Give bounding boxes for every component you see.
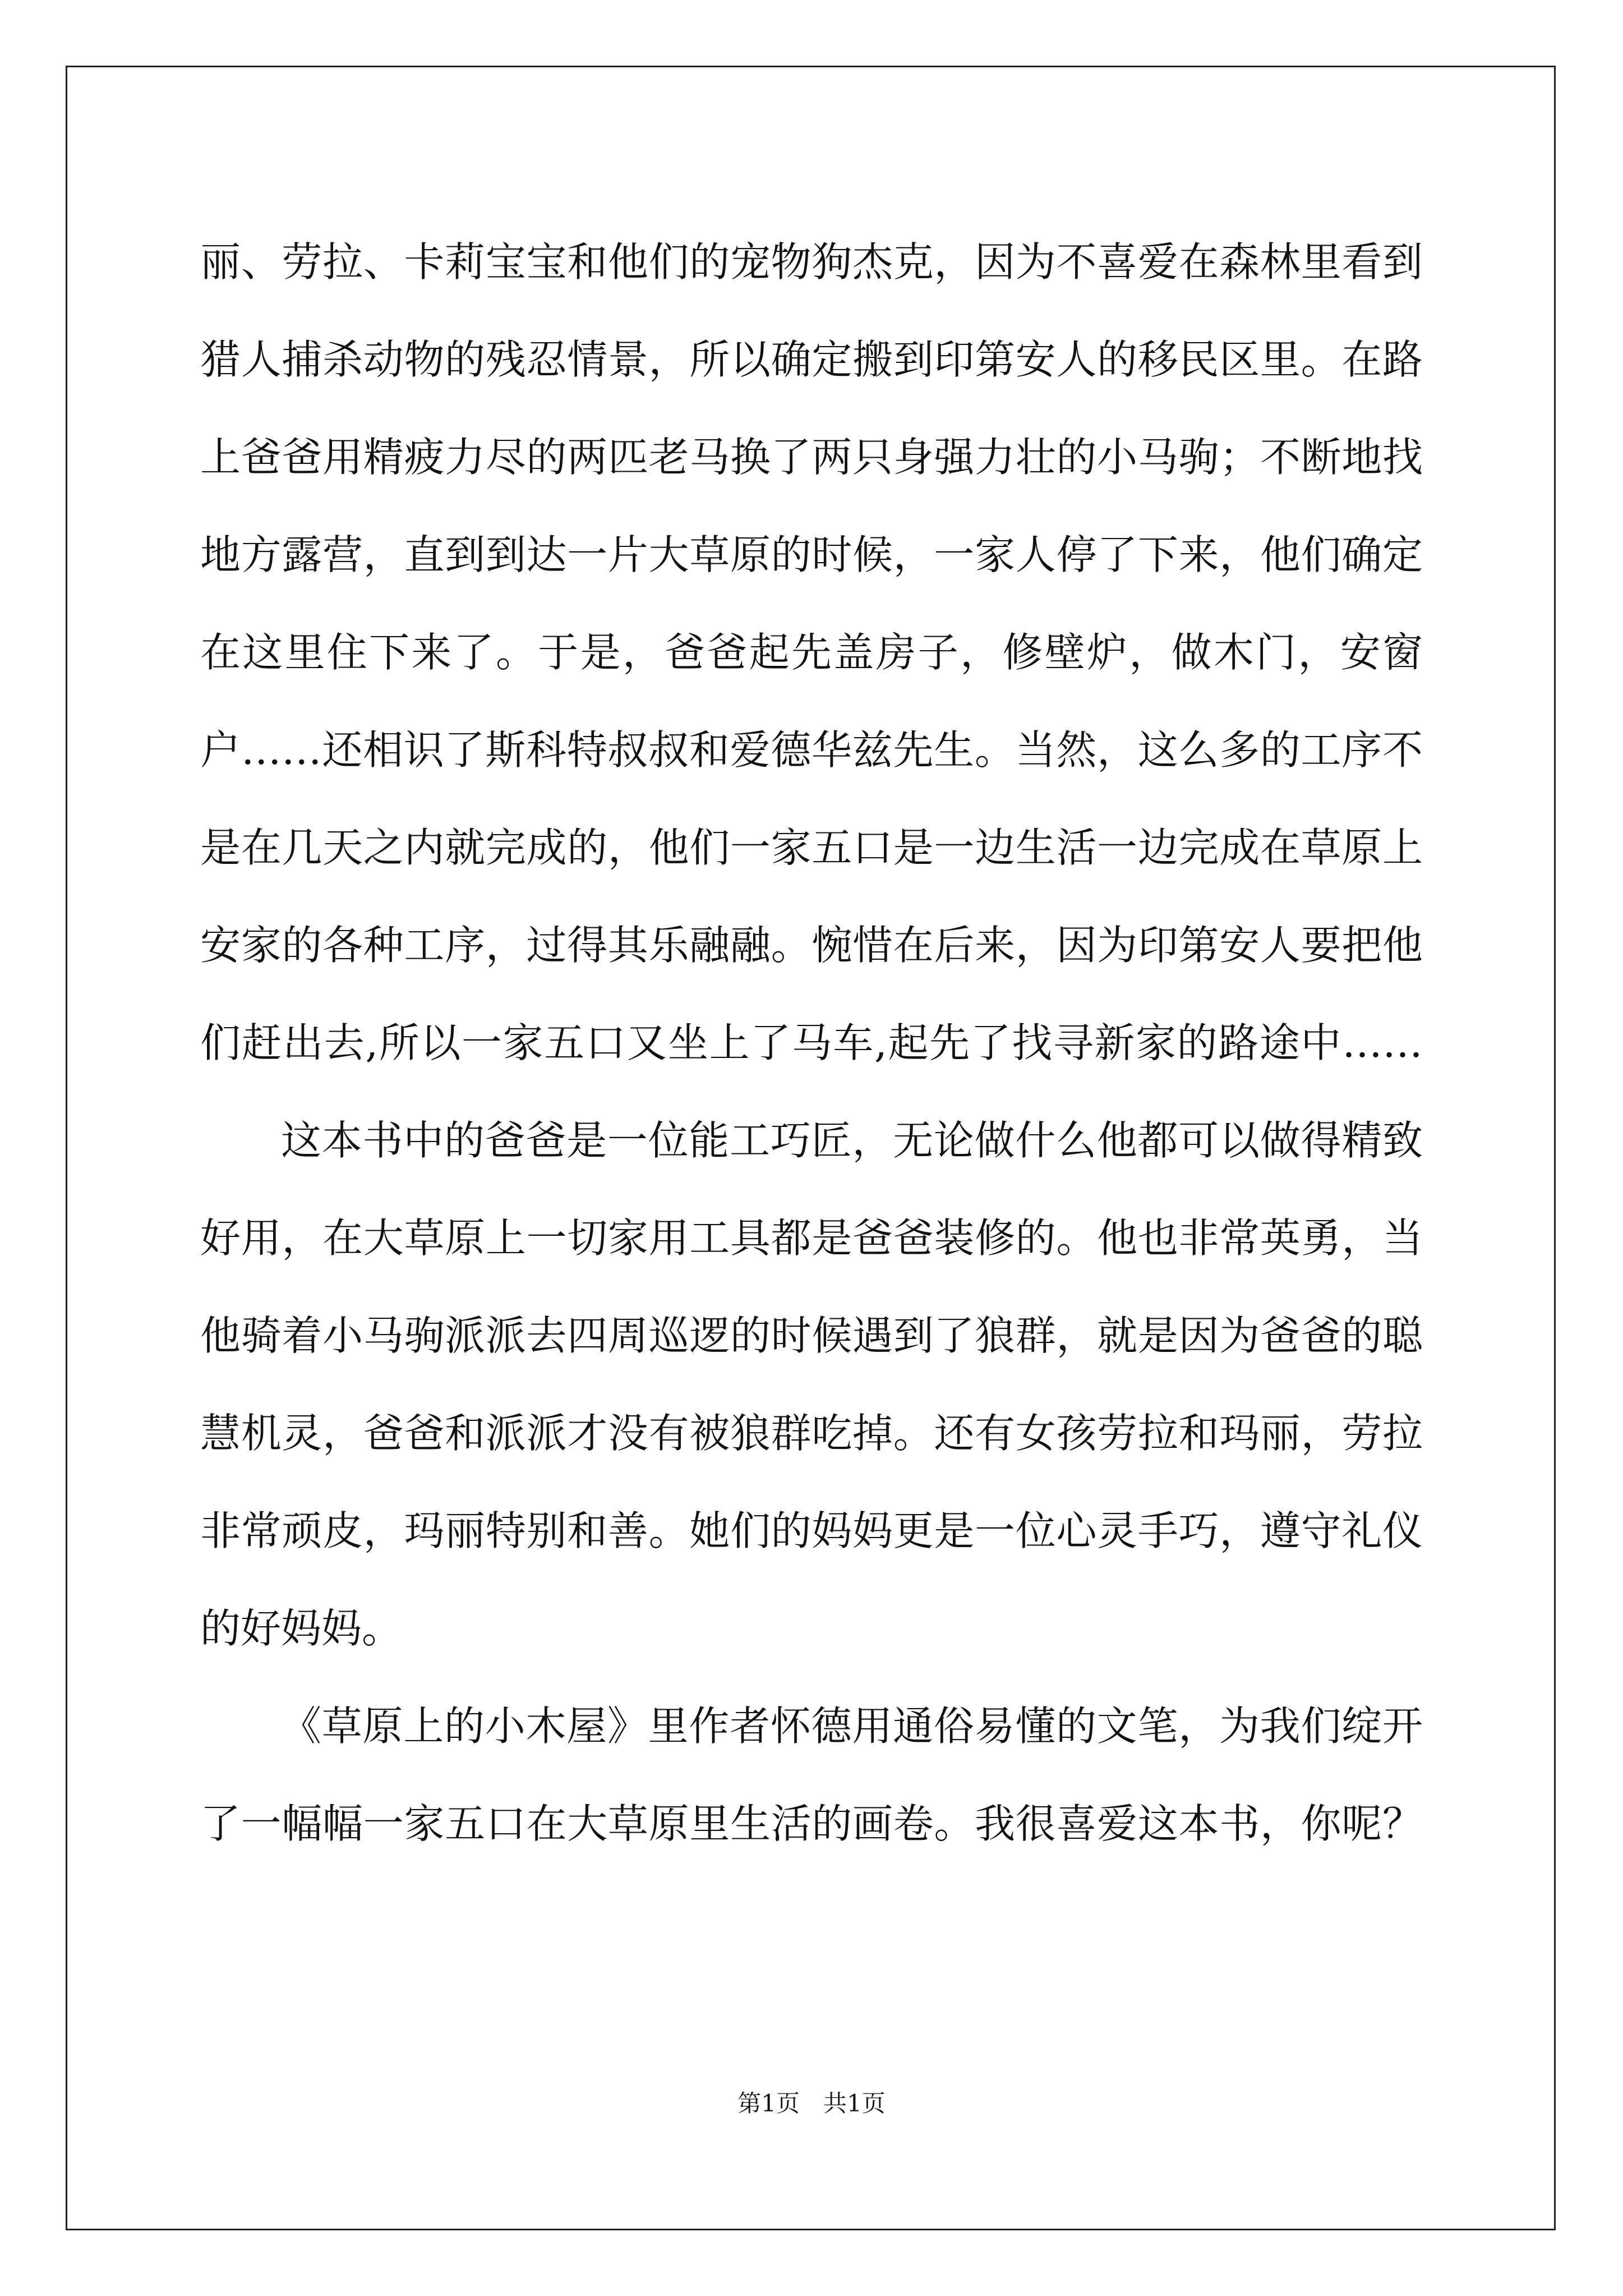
document-body (200, 213, 1423, 1872)
text-line: 户……还相识了斯科特叔叔和爱德华兹先生。当然，这么多的工序不 (200, 726, 1423, 774)
text-line: 丽、劳拉、卡莉宝宝和他们的宠物狗杰克，因为不喜爱在森林里看到 (200, 238, 1423, 286)
text-line: 的好妈妈。 (200, 1605, 403, 1652)
text-line: 这本书中的爸爸是一位能工巧匠，无论做什么他都可以做得精致 (281, 1117, 1423, 1164)
text-line: 在这里住下来了。于是，爸爸起先盖房子，修壁炉，做木门，安窗 (200, 629, 1423, 676)
page-number-footer: 第1页 共1页 (737, 2090, 886, 2117)
text-line: 上爸爸用精疲力尽的两匹老马换了两只身强力壮的小马驹；不断地找 (200, 434, 1423, 481)
text-line: 慧机灵，爸爸和派派才没有被狼群吃掉。还有女孩劳拉和玛丽，劳拉 (200, 1410, 1423, 1457)
text-line: 《草原上的小木屋》里作者怀德用通俗易懂的文笔，为我们绽开 (281, 1703, 1423, 1750)
text-line: 非常顽皮，玛丽特别和善。她们的妈妈更是一位心灵手巧，遵守礼仪 (200, 1507, 1423, 1554)
text-line: 猎人捕杀动物的残忍情景，所以确定搬到印第安人的移民区里。在路 (200, 336, 1423, 383)
text-line: 地方露营，直到到达一片大草原的时候，一家人停了下来，他们确定 (200, 531, 1423, 578)
text-line: 们赶出去,所以一家五口又坐上了马车,起先了找寻新家的路途中…… (200, 1019, 1423, 1066)
text-line: 了一幅幅一家五口在大草原里生活的画卷。我很喜爱这本书，你呢？ (200, 1800, 1423, 1847)
text-line: 他骑着小马驹派派去四周巡逻的时候遇到了狼群，就是因为爸爸的聪 (200, 1312, 1423, 1359)
text-line: 好用，在大草原上一切家用工具都是爸爸装修的。他也非常英勇，当 (200, 1214, 1423, 1262)
text-line: 安家的各种工序，过得其乐融融。惋惜在后来，因为印第安人要把他 (200, 922, 1423, 969)
text-line: 是在几天之内就完成的，他们一家五口是一边生活一边完成在草原上 (200, 824, 1423, 871)
